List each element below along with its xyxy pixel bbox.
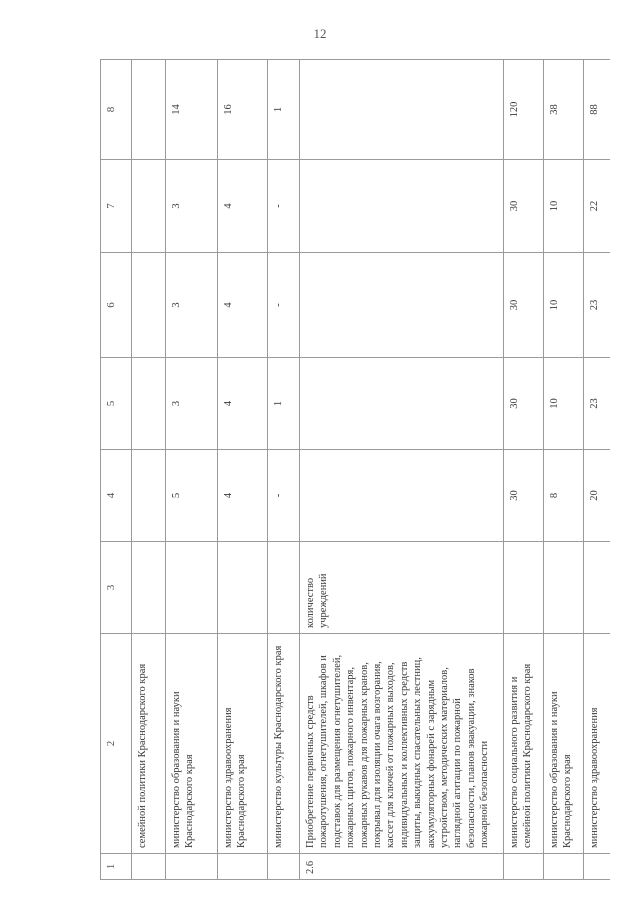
row-value: - bbox=[268, 160, 300, 253]
row-value: 30 bbox=[504, 358, 544, 450]
table-row bbox=[218, 60, 268, 880]
row-value bbox=[300, 253, 504, 358]
row-value: 16 bbox=[218, 60, 268, 160]
row-value: 14 bbox=[166, 60, 218, 160]
header-row bbox=[101, 60, 132, 880]
row-value: 5 bbox=[166, 450, 218, 542]
row-value bbox=[132, 253, 166, 358]
row-description: министерство образования и науки Краснодарского края bbox=[166, 634, 218, 854]
row-value: 88 bbox=[584, 60, 610, 160]
rotated-table-container bbox=[100, 60, 600, 880]
row-unit bbox=[218, 542, 268, 634]
row-value bbox=[300, 450, 504, 542]
row-number bbox=[268, 854, 300, 880]
row-value: 10 bbox=[544, 253, 584, 358]
column-header: 4 bbox=[101, 450, 132, 542]
row-value: 30 bbox=[504, 160, 544, 253]
data-table bbox=[100, 59, 610, 880]
column-header: 8 bbox=[101, 60, 132, 160]
row-value: 4 bbox=[218, 253, 268, 358]
row-value: 120 bbox=[504, 60, 544, 160]
row-value: - bbox=[268, 450, 300, 542]
row-value: 3 bbox=[166, 160, 218, 253]
row-description: министерство культуры Краснодарского края bbox=[268, 634, 300, 854]
row-value: - bbox=[268, 253, 300, 358]
row-value: 38 bbox=[544, 60, 584, 160]
row-value: 30 bbox=[504, 450, 544, 542]
row-description: министерство здравоохранения Краснодарского края bbox=[218, 634, 268, 854]
row-value: 8 bbox=[544, 450, 584, 542]
row-value: 1 bbox=[268, 358, 300, 450]
column-header: 6 bbox=[101, 253, 132, 358]
row-number bbox=[218, 854, 268, 880]
row-unit bbox=[268, 542, 300, 634]
table-row bbox=[166, 60, 218, 880]
row-value bbox=[300, 160, 504, 253]
row-value: 3 bbox=[166, 253, 218, 358]
row-value bbox=[132, 358, 166, 450]
row-value: 4 bbox=[218, 358, 268, 450]
page-number: 12 bbox=[313, 26, 327, 41]
row-value bbox=[300, 60, 504, 160]
row-unit bbox=[504, 542, 544, 634]
row-description: министерство здравоохранения bbox=[584, 634, 610, 854]
table-row bbox=[132, 60, 166, 880]
row-number bbox=[132, 854, 166, 880]
table-row bbox=[268, 60, 300, 880]
row-value: 20 bbox=[584, 450, 610, 542]
row-description: министерство социального развития и семейной политики Краснодарского края bbox=[504, 634, 544, 854]
column-header: 7 bbox=[101, 160, 132, 253]
row-value: 30 bbox=[504, 253, 544, 358]
column-header: 3 bbox=[101, 542, 132, 634]
row-description: министерство образования и науки Краснодарского края bbox=[544, 634, 584, 854]
row-value: 22 bbox=[584, 160, 610, 253]
row-value bbox=[300, 358, 504, 450]
row-unit bbox=[544, 542, 584, 634]
table-row bbox=[584, 60, 610, 880]
table-row bbox=[544, 60, 584, 880]
row-number: 2.6 bbox=[300, 854, 504, 880]
row-number bbox=[504, 854, 544, 880]
column-header: 2 bbox=[101, 634, 132, 854]
row-unit: количество учреждений bbox=[300, 542, 504, 634]
column-header: 1 bbox=[101, 854, 132, 880]
row-value: 10 bbox=[544, 160, 584, 253]
row-value: 4 bbox=[218, 160, 268, 253]
row-value: 1 bbox=[268, 60, 300, 160]
row-unit bbox=[132, 542, 166, 634]
column-header: 5 bbox=[101, 358, 132, 450]
row-value: 4 bbox=[218, 450, 268, 542]
row-description: семейной политики Краснодарского края bbox=[132, 634, 166, 854]
row-unit bbox=[166, 542, 218, 634]
row-value bbox=[132, 450, 166, 542]
row-number bbox=[544, 854, 584, 880]
row-value bbox=[132, 160, 166, 253]
row-value: 10 bbox=[544, 358, 584, 450]
row-value: 23 bbox=[584, 253, 610, 358]
row-value: 3 bbox=[166, 358, 218, 450]
table-row bbox=[300, 60, 504, 880]
row-unit bbox=[584, 542, 610, 634]
row-value bbox=[132, 60, 166, 160]
row-value: 23 bbox=[584, 358, 610, 450]
table-row bbox=[504, 60, 544, 880]
row-description: Приобретение первичных средств пожаротушения, огнетушителей, шкафов и подставок для размещения огнетушителей, пожарных щитов, пожарного инвентаря, пожарных рукавов для пожарных кранов, покрывал для изоляции очага возгорания, кассет для ключей от пожарных выходов, индивидуальных и коллективных средств защиты, выкидных спасательных лестниц, аккумуляторных фонарей с зарядным устройством, методических материалов, наглядной агитации по пожарной безопасности, планов эвакуации, знаков пожарной безопасности bbox=[300, 634, 504, 854]
row-number bbox=[584, 854, 610, 880]
row-number bbox=[166, 854, 218, 880]
